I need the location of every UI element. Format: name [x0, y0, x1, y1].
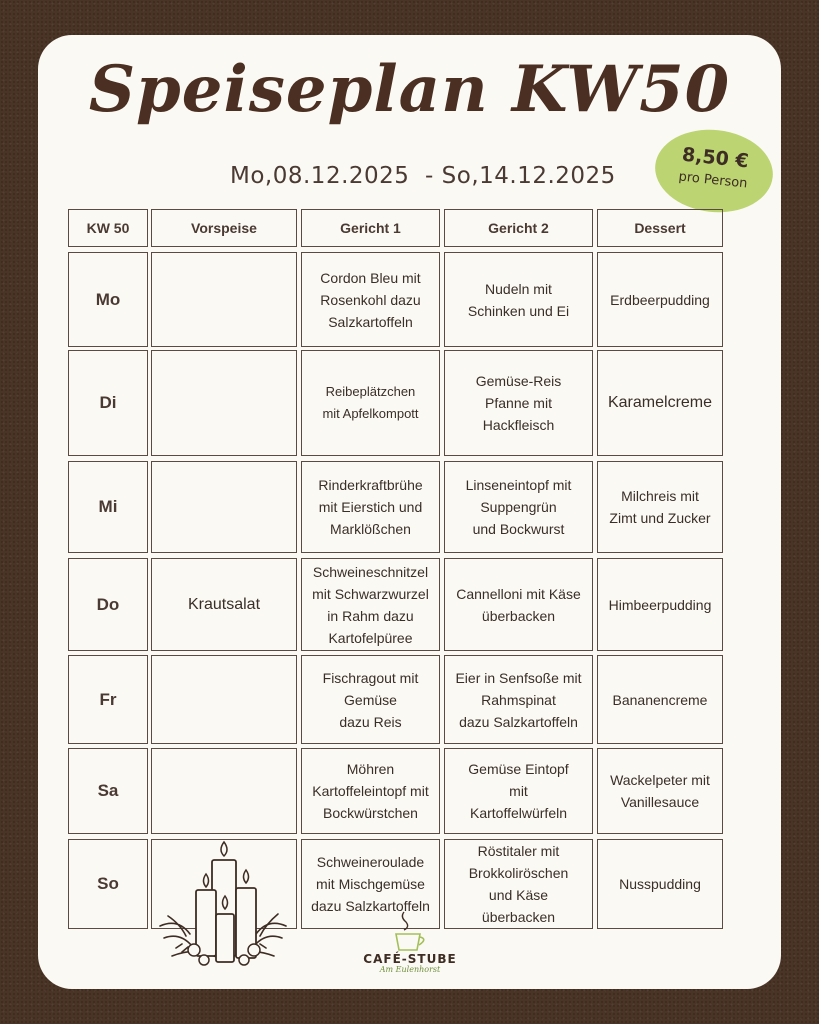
gericht-2-cell — [444, 839, 593, 929]
gericht-2-text: Linseneintopf mit Suppengrün und Bockwurst — [465, 477, 572, 537]
advent-candles-icon — [158, 838, 288, 973]
dessert-text: Nusspudding — [619, 876, 701, 892]
gericht-2-text: Nudeln mit Schinken und Ei — [467, 280, 570, 319]
dessert-text: Erdbeerpudding — [610, 291, 710, 308]
day-cell — [68, 655, 148, 744]
day-cell — [68, 252, 148, 347]
day-text: Di — [99, 393, 117, 412]
gericht-1-text: Schweineschnitzel mit Schwarzwurzel in Rahm dazu Kartofelpüree — [312, 563, 429, 646]
header-label: Gericht 1 — [340, 220, 401, 236]
date-range: Mo,08.12.2025 - So,14.12.2025 — [230, 163, 616, 189]
dessert-cell — [597, 461, 723, 553]
gericht-2-cell — [444, 655, 593, 744]
gericht-2-cell — [444, 558, 593, 651]
day-text: Sa — [97, 781, 119, 800]
day-text: Do — [96, 594, 120, 614]
header-gericht-1 — [301, 209, 440, 247]
header-label: Dessert — [634, 220, 686, 236]
coffee-cup-icon — [362, 908, 458, 952]
dessert-cell — [597, 839, 723, 929]
day-cell — [68, 558, 148, 651]
vorspeise-text: Krautsalat — [187, 595, 261, 613]
gericht-1-cell — [301, 461, 440, 553]
gericht-1-text: Schweineroulade mit Mischgemüse dazu Salzkartoffeln — [311, 854, 430, 914]
dessert-text: Bananencreme — [612, 691, 708, 708]
gericht-2-cell — [444, 350, 593, 456]
day-cell — [68, 350, 148, 456]
header-label: KW 50 — [86, 220, 130, 236]
day-cell — [68, 748, 148, 834]
gericht-1-cell — [301, 350, 440, 456]
header-label: Gericht 2 — [488, 220, 549, 236]
gericht-1-cell — [301, 558, 440, 651]
day-cell — [68, 461, 148, 553]
logo-subtitle: Am Eulenhorst — [379, 965, 441, 974]
price-amount: 8,50 € — [681, 143, 750, 173]
dessert-text: Karamelcreme — [607, 394, 713, 411]
gericht-1-text: Fischragout mit Gemüse dazu Reis — [322, 669, 419, 730]
gericht-1-text: Cordon Bleu mit Rosenkohl dazu Salzkartoffeln — [320, 269, 421, 330]
header-vorspeise — [151, 209, 297, 247]
header-label: Vorspeise — [191, 220, 257, 236]
gericht-1-cell — [301, 748, 440, 834]
header-gericht-2 — [444, 209, 593, 247]
vorspeise-cell — [151, 461, 297, 553]
vorspeise-cell — [151, 558, 297, 651]
price-per: pro Person — [677, 169, 749, 192]
gericht-2-text: Röstitaler mit Brokkoliröschen und Käse überbacken — [468, 843, 569, 925]
header-kw — [68, 209, 148, 247]
day-text: Mi — [98, 497, 118, 516]
page-title: Speiseplan KW50 — [88, 52, 731, 127]
dessert-cell — [597, 350, 723, 456]
gericht-2-text: Gemüse-Reis Pfanne mit Hackfleisch — [475, 373, 562, 433]
cafe-logo — [362, 908, 458, 978]
gericht-2-cell — [444, 252, 593, 347]
vorspeise-cell — [151, 748, 297, 834]
vorspeise-cell — [151, 655, 297, 744]
dessert-text: Himbeerpudding — [608, 596, 712, 613]
gericht-2-cell — [444, 461, 593, 553]
day-text: So — [97, 874, 119, 893]
gericht-2-cell — [444, 748, 593, 834]
day-text: Mo — [95, 289, 121, 309]
gericht-1-text: Rinderkraftbrühe mit Eierstich und Marklößchen — [318, 477, 423, 537]
dessert-cell — [597, 252, 723, 347]
day-cell — [68, 839, 148, 929]
vorspeise-cell — [151, 350, 297, 456]
gericht-1-text: Möhren Kartoffeleintopf mit Bockwürstchen — [312, 761, 429, 821]
gericht-2-text: Eier in Senfsoße mit Rahmspinat dazu Salzkartoffeln — [455, 669, 582, 730]
vorspeise-cell — [151, 252, 297, 347]
dessert-text: Milchreis mit Zimt und Zucker — [609, 488, 711, 526]
header-dessert — [597, 209, 723, 247]
gericht-2-text: Cannelloni mit Käse überbacken — [456, 585, 581, 624]
gericht-1-text: Reibeplätzchen mit Apfelkompott — [322, 384, 419, 421]
day-text: Fr — [99, 689, 117, 709]
gericht-2-text: Gemüse Eintopf mit Kartoffelwürfeln — [468, 761, 569, 821]
dessert-cell — [597, 655, 723, 744]
dessert-cell — [597, 748, 723, 834]
dessert-cell — [597, 558, 723, 651]
dessert-text: Wackelpeter mit Vanillesauce — [610, 772, 710, 810]
logo-brand: CAFÉ-STUBE — [363, 952, 457, 966]
gericht-1-cell — [301, 655, 440, 744]
gericht-1-cell — [301, 252, 440, 347]
